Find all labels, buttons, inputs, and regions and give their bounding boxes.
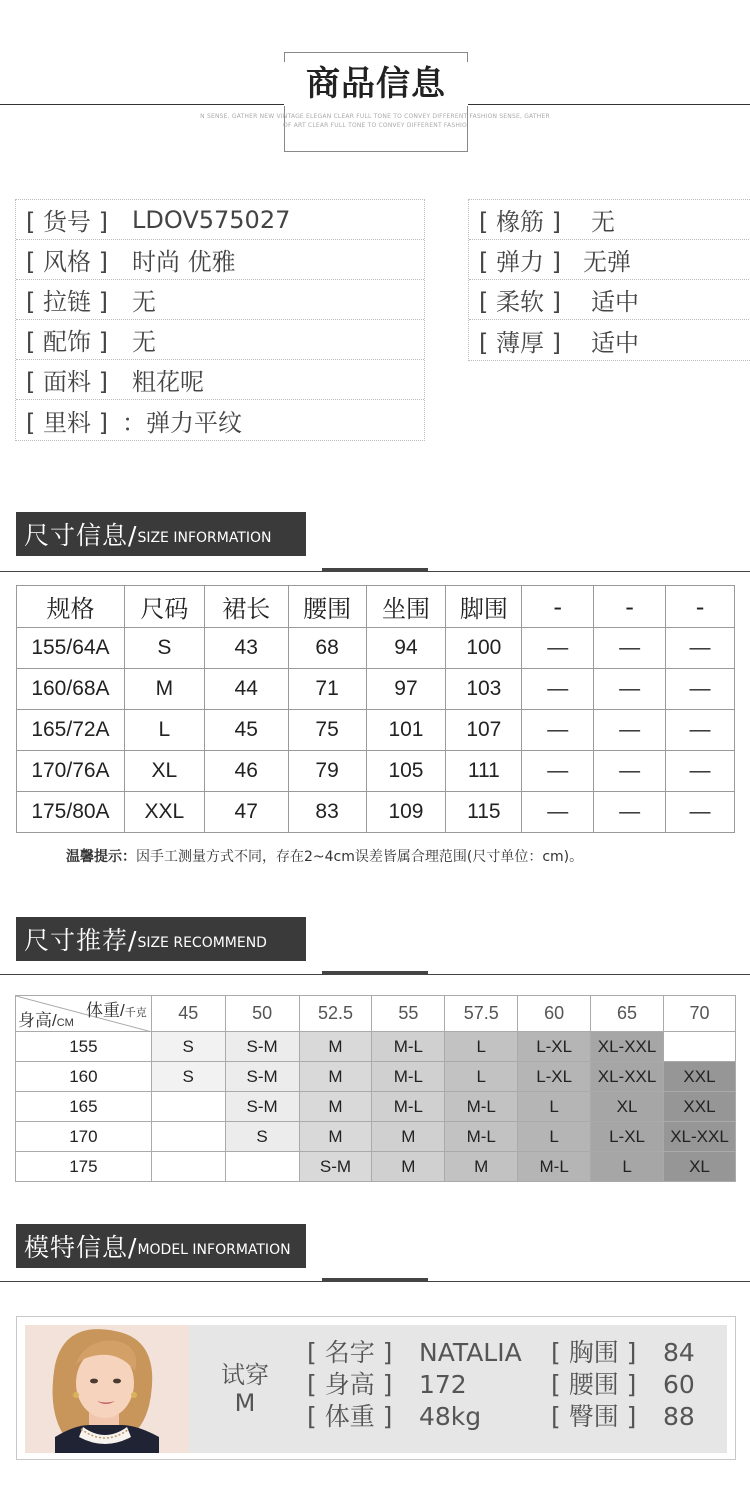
section-header-size-info: 尺寸信息/ SIZE INFORMATION [16,512,306,556]
attr-row-elastic-band: [ 橡筋 ] 无 [469,200,750,240]
model-info-right [551,1337,695,1433]
table-row: 165 S-M M M-L M-L L XL XXL [16,1092,736,1122]
model-info-hip: [ 臀围 ] 88 [551,1402,695,1431]
attr-row-thickness: [ 薄厚 ] 适中 [479,328,639,357]
table-row: 175 S-M M M M-L L XL [16,1152,736,1182]
attr-row-softness: [ 柔软 ] 适中 [469,280,750,320]
attr-row-lining: [ 里料 ] ：弹力平纹 [26,408,242,437]
table-row: 160 S S-M M M-L L L-XL XL-XXL XXL [16,1062,736,1092]
attributes-left-table [15,199,425,441]
table-row: 155 S S-M M M-L L L-XL XL-XXL [16,1032,736,1062]
model-info-weight: [ 体重 ] 48kg [307,1402,482,1431]
table-row: 160/68A M 44 71 97 103 — — — [17,669,735,710]
table-row: 165/72A L 45 75 101 107 — — — [17,710,735,751]
measurement-tip: 温馨提示：因手工测量方式不同，存在2~4cm误差皆属合理范围(尺寸单位：cm)。 [66,849,584,865]
weight-height-corner-cell: 体重/千克 身高/CM [16,996,152,1032]
section-header-size-recommend: 尺寸推荐/ SIZE RECOMMEND [16,917,306,961]
recommend-table-header: 体重/千克 身高/CM 45 50 52.5 55 57.5 60 65 70 [16,996,736,1032]
table-row: 155/64A S 43 68 94 100 — — — [17,628,735,669]
attr-row-sku: [ 货号 ] LDOV575027 [16,200,424,240]
model-photo [25,1325,189,1453]
size-recommend-table [15,995,736,1182]
model-info-bust: [ 胸围 ] 84 [551,1338,695,1367]
attr-row-fabric: [ 面料 ] 粗花呢 [16,360,424,400]
attr-row-style: [ 风格 ] 时尚 优雅 [16,240,424,280]
model-info-name: [ 名字 ] NATALIA [307,1338,522,1367]
page-title: 商品信息 [284,62,468,106]
section-header-model-info: 模特信息/ MODEL INFORMATION [16,1224,306,1268]
attr-row-zipper: [ 拉链 ] 无 [16,280,424,320]
header-subtitle: N SENSE, GATHER NEW VINTAGE ELEGAN CLEAR FULL TONE TO CONVEY DIFFERENT FASHION SENSE, GATHER OF ART CLEAR FULL TONE TO CONVEY DIFFERENT FASHIO [200,113,550,129]
table-row: 175/80A XXL 47 83 109 115 — — — [17,792,735,833]
table-row: 170 S M M M-L L L-XL XL-XXL [16,1122,736,1152]
size-table [16,585,735,833]
attr-row-stretch: [ 弹力 ] 无弹 [469,240,750,280]
model-info-left [307,1337,522,1433]
model-info-waist: [ 腰围 ] 60 [551,1370,695,1399]
attributes-right-table [468,199,750,361]
model-info-height: [ 身高 ] 172 [307,1370,467,1399]
attr-row-accessory: [ 配饰 ] 无 [16,320,424,360]
tryon-size: 试穿 M [221,1361,269,1417]
table-row: 170/76A XL 46 79 105 111 — — — [17,751,735,792]
model-card [16,1316,736,1460]
size-table-header: 规格 尺码 裙长 腰围 坐围 脚围 - - - [17,586,735,628]
